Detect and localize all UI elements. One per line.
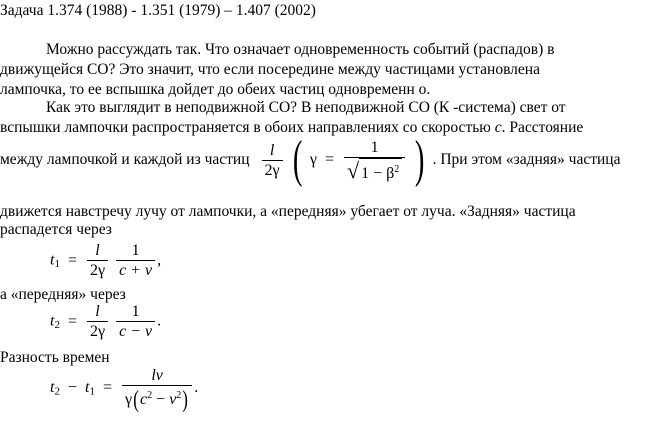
diff-t1-subscript: 1 [89,385,95,398]
right-paren: ) [415,131,425,188]
diff-minus: − [67,378,77,396]
front-particle-text: а «передняя» через [0,286,126,303]
speed-of-light-symbol: c [494,119,502,136]
t2-tail: . [157,312,162,330]
paragraph-2-line-5: распадется через [0,221,112,238]
diff-den-v: v [169,391,177,408]
diff-denominator: $\gamma(c^2 - v^2)$ [124,386,189,413]
diff-den-c: c [140,391,148,408]
diff-t1-symbol: t [84,378,90,396]
t1-f2-den: c + v [119,262,153,279]
diff-fraction [122,366,192,413]
paragraph-2-line-4: движется навстречу лучу от лампочки, а «передняя» убегает от луча. «Задняя» частица [0,203,576,220]
paragraph-1-line-1: Можно рассуждать так. Что означает одновременность событий (распадов) в [46,41,555,58]
paragraph-2-line-3-start: между лампочкой и каждой из частиц [0,151,250,168]
t1-subscript: 1 [54,258,60,271]
diff-numerator: lv [122,366,192,386]
fraction-l-over-2gamma [262,141,283,180]
diff-tail: . [194,378,199,396]
t2-fraction-1 [87,302,108,341]
paragraph-2-line-1: Как это выглядит в неподвижной СО? В неподвижной СО (К -система) свет от [46,99,566,116]
equals-sign: = [325,151,335,168]
t2-equals: = [67,312,77,330]
t2-f2-num: 1 [116,302,155,322]
t2-subscript: 2 [54,319,60,332]
t1-equals: = [67,251,77,269]
gamma-fraction [344,138,405,183]
t1-f1-den: 2γ [89,262,106,279]
fraction-denominator: 2γ [264,161,280,179]
gamma-denominator [344,158,405,183]
t2-symbol: t [50,312,55,330]
diff-den-c-exp: 2 [147,390,153,401]
t1-tail: , [157,251,162,269]
formula-t2 [50,302,161,341]
diff-t2-subscript: 2 [54,385,60,398]
problem-title: Задача 1.374 (1988) - 1.351 (1979) – 1.407 (2002) [0,2,316,19]
t1-f2-num: 1 [116,241,155,261]
radicand: 1 − β [361,164,395,182]
t1-fraction-2 [116,241,155,280]
fraction-numerator: l [262,141,283,161]
t1-symbol: t [50,251,55,269]
distance-formula-line [0,131,621,188]
left-paren: ( [292,131,303,188]
formula-t1 [50,241,161,280]
gamma-symbol: γ [309,151,317,168]
t2-f1-den: 2γ [89,323,106,340]
radicand-exponent: 2 [394,163,400,175]
t1-fraction-1 [87,241,108,280]
diff-den-v-exp: 2 [176,390,182,401]
t2-f2-den: c − v [119,323,153,340]
paragraph-1-line-3: лампочка, то ее вспышка дойдет до обеих частиц одновременн о. [0,81,431,98]
diff-den-gamma: γ [124,391,133,408]
diff-t2-symbol: t [50,378,55,396]
paragraph-1-line-2: движущейся СО? Это значит, что если посередине между частицами установлена [0,61,540,78]
t1-f1-num: l [87,241,108,261]
paragraph-2-line-3-end: . При этом «задняя» частица [432,151,621,168]
t2-fraction-2 [116,302,155,341]
diff-den-minus: − [152,391,170,408]
square-root: √ $1 - \beta^2$ [347,158,402,183]
t2-f1-num: l [87,302,108,322]
gamma-numerator: 1 [344,138,405,158]
paragraph-2-line-2-text: вспышки лампочки распространяется в обоих направлениях со скоростью [0,119,491,136]
time-difference-text: Разность времен [0,349,110,366]
diff-equals: = [102,378,112,396]
paragraph-2-line-2-end: . Расстояние [501,119,584,136]
formula-time-difference [50,366,199,413]
